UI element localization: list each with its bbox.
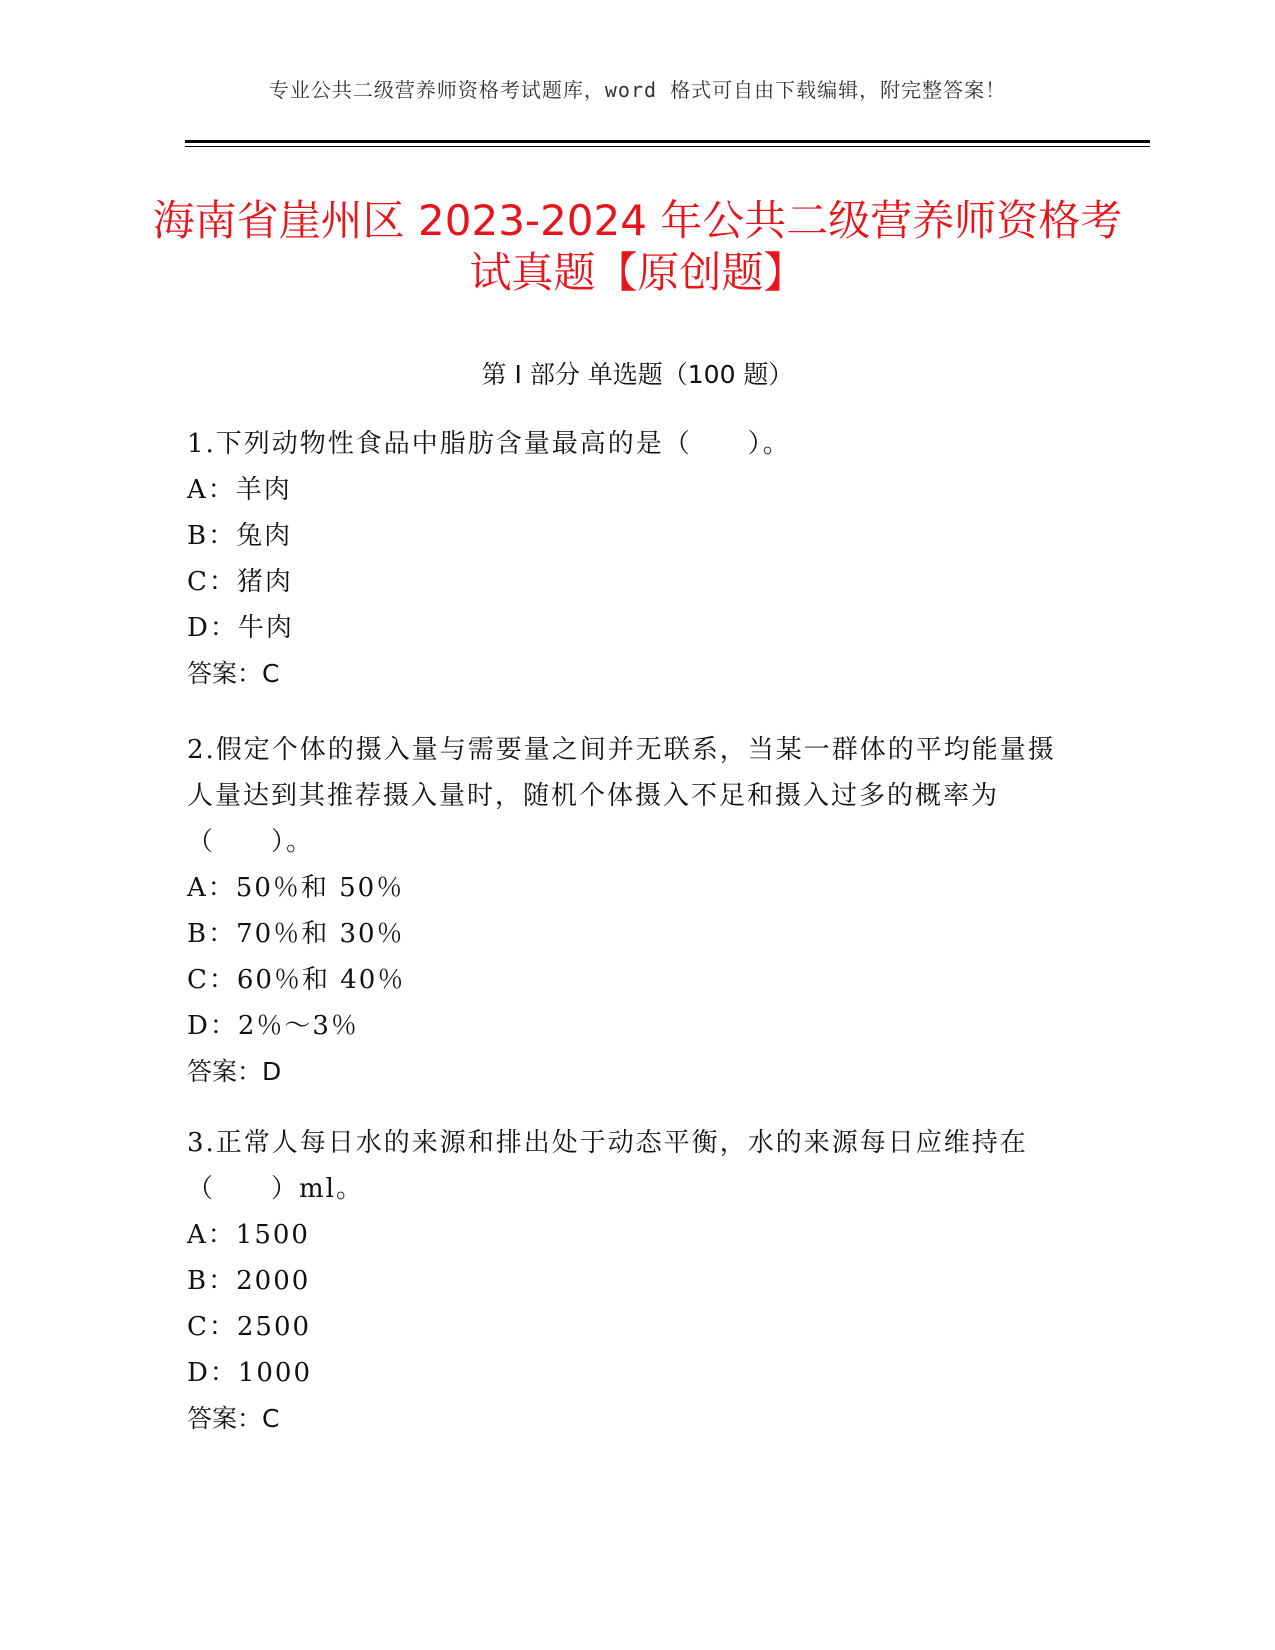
answer-label: 答案：C xyxy=(187,659,280,688)
header-rule-thick xyxy=(185,140,1150,143)
question-2 xyxy=(187,727,1067,1095)
option-d: D：牛肉 xyxy=(187,613,294,643)
option-b: B：2000 xyxy=(187,1266,311,1296)
section-title: 第 I 部分 单选题（100 题） xyxy=(481,360,794,389)
option-b: B：兔肉 xyxy=(187,521,293,551)
answer-label: 答案：C xyxy=(187,1404,280,1433)
option-d: D：2％～3％ xyxy=(187,1011,359,1041)
option-a: A：羊肉 xyxy=(187,475,292,505)
option-a: A：1500 xyxy=(187,1220,310,1250)
option-b: B：70％和 30％ xyxy=(187,919,405,949)
document-title: 海南省崖州区 2023-2024 年公共二级营养师资格考试真题【原创题】 xyxy=(152,196,1123,297)
option-a: A：50％和 50％ xyxy=(187,873,405,903)
question-stem: 2.假定个体的摄入量与需要量之间并无联系，当某一群体的平均能量摄人量达到其推荐摄入量时，随机个体摄入不足和摄入过多的概率为（ ）。 xyxy=(187,735,1056,857)
question-stem: 1.下列动物性食品中脂肪含量最高的是（ ）。 xyxy=(187,429,791,459)
option-c: C：2500 xyxy=(187,1312,312,1342)
option-c: C：60％和 40％ xyxy=(187,965,406,995)
question-1 xyxy=(187,421,1067,697)
question-3 xyxy=(187,1120,1067,1442)
option-c: C：猪肉 xyxy=(187,567,293,597)
question-stem: 3.正常人每日水的来源和排出处于动态平衡，水的来源每日应维持在（ ）ml。 xyxy=(187,1128,1028,1204)
option-d: D：1000 xyxy=(187,1358,313,1388)
header-rule-thin xyxy=(185,146,1150,147)
header-note: 专业公共二级营养师资格考试题库，word 格式可自由下载编辑，附完整答案！ xyxy=(268,78,1007,102)
answer-label: 答案：D xyxy=(187,1057,282,1086)
